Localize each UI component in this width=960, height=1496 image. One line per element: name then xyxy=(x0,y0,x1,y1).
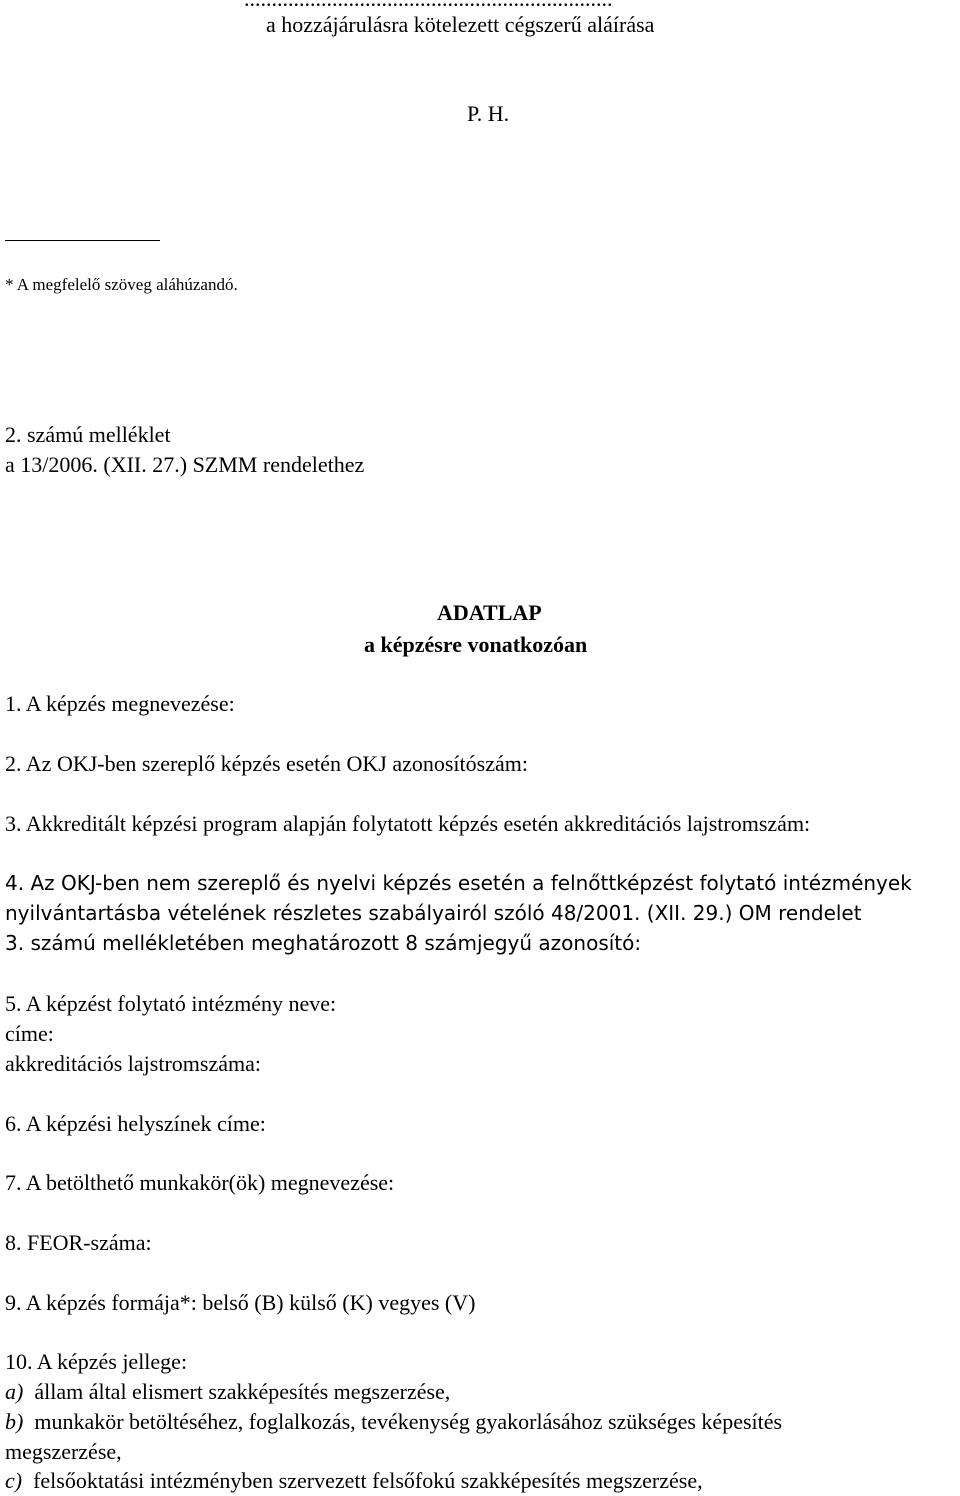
stamp-initials: P. H. xyxy=(467,101,510,126)
item-2-okj-id: 2. Az OKJ-ben szereplő képzés esetén OKJ azonosítószám: xyxy=(5,751,528,776)
annex-number: 2. számú melléklet xyxy=(5,422,171,447)
option-c-letter: c) xyxy=(5,1468,23,1493)
item-1-training-name: 1. A képzés megnevezése: xyxy=(5,691,235,716)
item-6-locations: 6. A képzési helyszínek címe: xyxy=(5,1111,266,1136)
item-5-institution-name: 5. A képzést folytató intézmény neve: xyxy=(5,991,337,1016)
option-c-text: felsőoktatási intézményben szervezett felsőfokú szakképesítés megszerzése, xyxy=(33,1468,703,1493)
item-5-accreditation: akkreditációs lajstromszáma: xyxy=(5,1051,261,1076)
item-10-option-c xyxy=(5,1470,703,1492)
item-10-option-a xyxy=(5,1381,450,1403)
item-7-jobs: 7. A betölthető munkakör(ök) megnevezése: xyxy=(5,1170,395,1195)
signature-caption: a hozzájárulásra kötelezett cégszerű aláírása xyxy=(266,12,655,37)
item-10-training-type: 10. A képzés jellege: xyxy=(5,1349,188,1374)
footnote-rule xyxy=(5,240,160,241)
option-b-text: munkakör betöltéséhez, foglalkozás, tevékenység gyakorlásához szükséges képesítés xyxy=(34,1409,783,1434)
form-subtitle: a képzésre vonatkozóan xyxy=(364,632,588,657)
option-a-text: állam által elismert szakképesítés megszerzése, xyxy=(34,1379,451,1404)
option-a-letter: a) xyxy=(5,1379,24,1404)
item-10-option-b-continued: megszerzése, xyxy=(5,1439,122,1464)
item-4-line-3: 3. számú mellékletében meghatározott 8 számjegyű azonosító: xyxy=(5,931,642,955)
item-10-option-b xyxy=(5,1411,782,1433)
item-5-address: címe: xyxy=(5,1021,54,1046)
signature-dots xyxy=(244,0,613,10)
item-4-line-2: nyilvántartásba vételének részletes szabályairól szóló 48/2001. (XII. 29.) OM rendelet xyxy=(5,901,862,925)
option-b-letter: b) xyxy=(5,1409,24,1434)
footnote-text: * A megfelelő szöveg aláhúzandó. xyxy=(5,275,238,294)
annex-regulation: a 13/2006. (XII. 27.) SZMM rendelethez xyxy=(5,452,365,477)
item-8-feor: 8. FEOR-száma: xyxy=(5,1230,152,1255)
form-title: ADATLAP xyxy=(437,600,542,625)
item-3-accreditation-number: 3. Akkreditált képzési program alapján folytatott képzés esetén akkreditációs lajstromszám: xyxy=(5,811,811,836)
item-4-line-1: 4. Az OKJ-ben nem szereplő és nyelvi képzés esetén a felnőttképzést folytató intézmények xyxy=(5,871,912,895)
item-9-training-form: 9. A képzés formája*: belső (B) külső (K) vegyes (V) xyxy=(5,1290,476,1315)
